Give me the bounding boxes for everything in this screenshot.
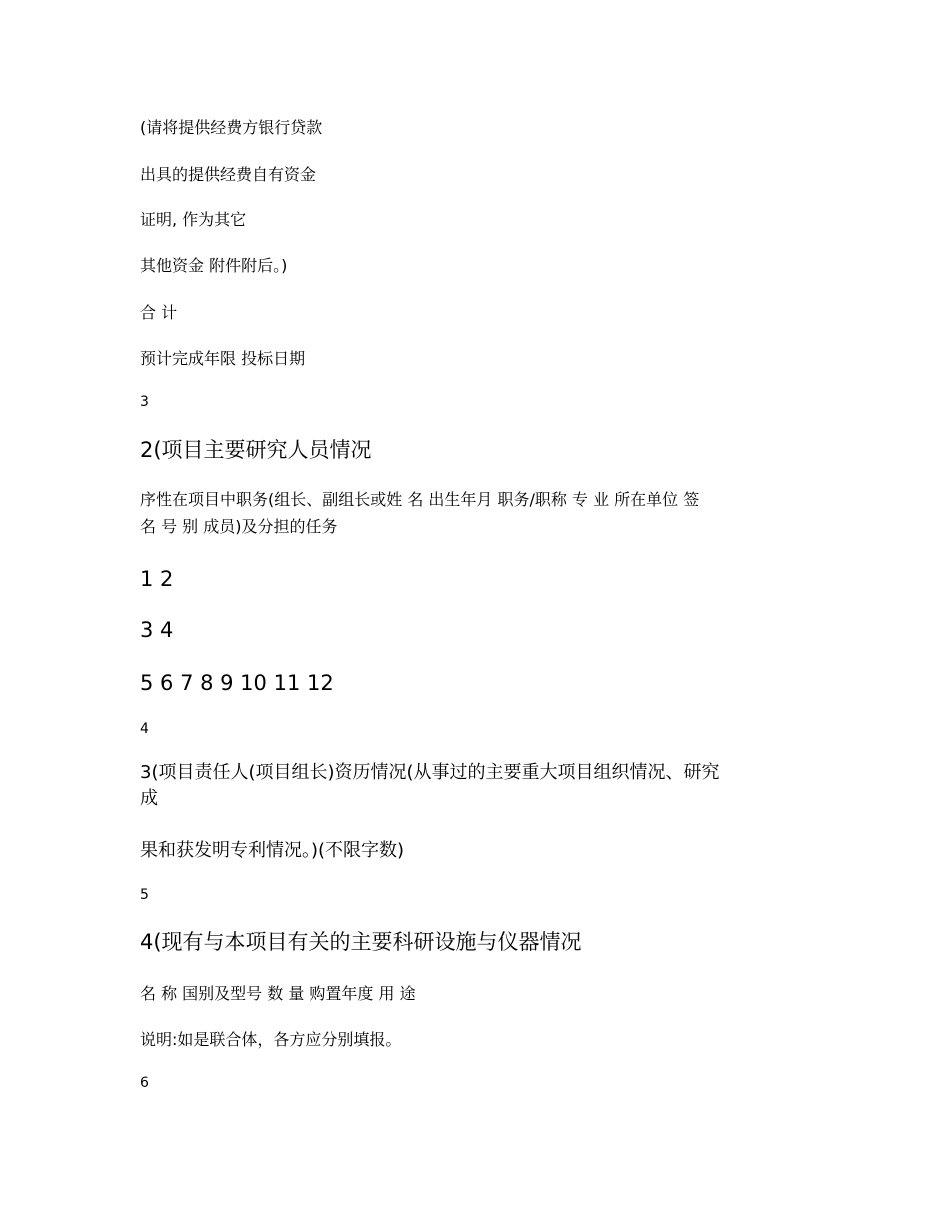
funding-note-line-4: 其他资金 附件附后。)	[140, 256, 288, 275]
page-number-3: 3	[140, 394, 149, 410]
page-number-4: 4	[140, 721, 149, 737]
section-3-heading-line-2: 成	[140, 788, 158, 809]
equipment-table-header: 名 称 国别及型号 数 量 购置年度 用 途	[140, 984, 416, 1003]
total-label: 合 计	[140, 303, 178, 322]
section-3-heading-line-1: 3(项目责任人(项目组长)资历情况(从事过的主要重大项目组织情况、研究	[140, 762, 720, 783]
section-4-heading: 4(现有与本项目有关的主要科研设施与仪器情况	[140, 930, 582, 954]
funding-note-line-1: (请将提供经费方银行贷款	[140, 118, 323, 137]
page-number-6: 6	[140, 1075, 149, 1091]
page-number-5: 5	[140, 887, 149, 903]
funding-note-line-3: 证明, 作为其它	[140, 210, 247, 229]
funding-note-line-2: 出具的提供经费自有资金	[140, 165, 317, 184]
row-numbers-1: 1 2	[140, 567, 174, 591]
consortium-note: 说明:如是联合体，各方应分别填报。	[140, 1030, 402, 1049]
row-numbers-3: 5 6 7 8 9 10 11 12	[140, 671, 334, 695]
completion-bid-date-label: 预计完成年限 投标日期	[140, 349, 306, 368]
staff-table-header-line-1: 序性在项目中职务(组长、副组长或姓 名 出生年月 职务/职称 专 业 所在单位 签	[140, 490, 700, 509]
staff-table-header-line-2: 名 号 别 成员)及分担的任务	[140, 517, 338, 536]
row-numbers-2: 3 4	[140, 618, 174, 642]
section-3-heading-line-3: 果和获发明专利情况。)(不限字数)	[140, 840, 405, 861]
section-2-heading: 2(项目主要研究人员情况	[140, 438, 372, 462]
